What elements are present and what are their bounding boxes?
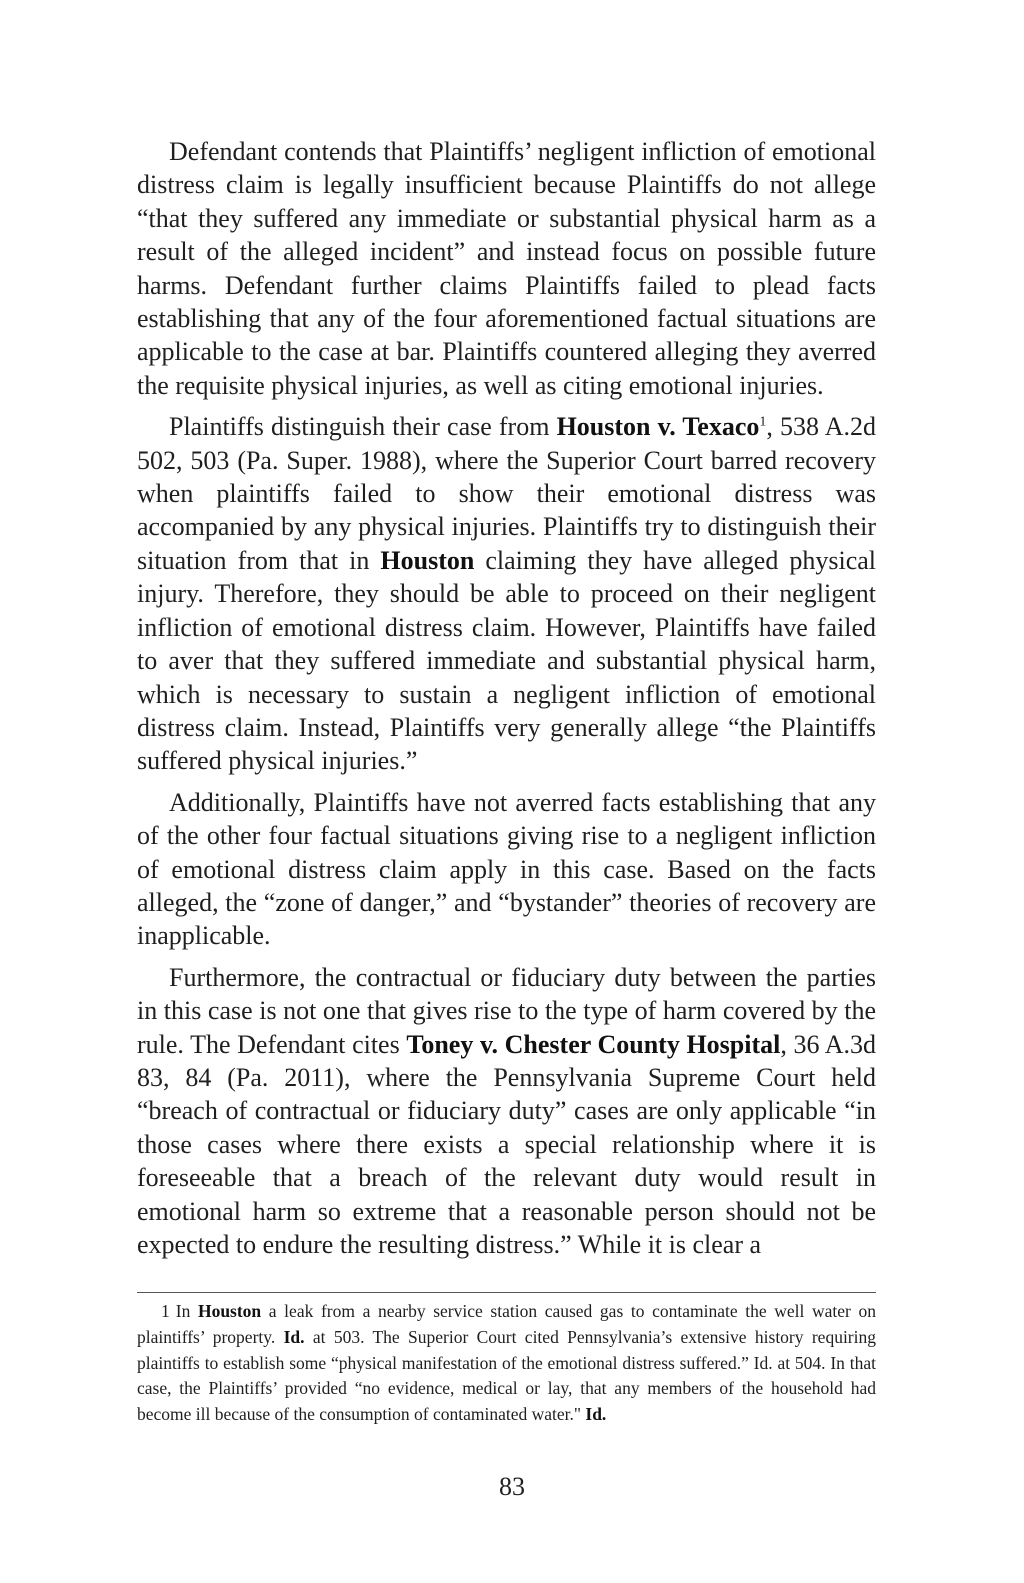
footnote-text-b: a leak from a nearby service station caused gas to contaminate the well water on plaintiffs’ property. — [137, 1301, 876, 1347]
footnote-id-2: Id. — [585, 1404, 607, 1425]
case-citation-houston: Houston — [380, 545, 475, 575]
page-body — [137, 135, 876, 1261]
footnote-reference-1[interactable]: 1 — [759, 414, 767, 430]
paragraph-2-text-c: claiming they have alleged physical injury. Therefore, they should be able to proceed on their negligent infliction of emotional distress claim. However, Plaintiffs have failed to aver that they suffered immediate and substantial physical harm, which is necessary to sustain a negligent infliction of emotional distress claim. Instead, Plaintiffs very generally allege “the Plaintiffs suffered physical injuries.” — [137, 545, 877, 776]
paragraph-4-text-a: Furthermore, the contractual or fiduciary duty between the parties in this case is not one that gives rise to the type of harm covered by the rule. The Defendant cites — [137, 962, 876, 1059]
footnote-text-a: In — [175, 1301, 198, 1321]
case-citation-toney: Toney v. Chester County Hospital — [406, 1029, 781, 1059]
paragraph-2 — [137, 410, 876, 777]
footnote-1 — [137, 1299, 876, 1428]
paragraph-3-text: Additionally, Plaintiffs have not averred facts establishing that any of the other four factual situations giving rise to a negligent infliction of emotional distress claim apply in this case. Based on the facts alleged, the “zone of danger,” and “bystander” theories of recovery are inapplicable. — [137, 787, 876, 951]
footnote-case-houston: Houston — [197, 1301, 262, 1321]
page-number: 83 — [499, 1472, 525, 1501]
case-citation-houston-texaco: Houston v. Texaco — [556, 412, 760, 442]
paragraph-4 — [137, 961, 876, 1262]
paragraph-4-text-b: , 36 A.3d 83, 84 (Pa. 2011), where the Pennsylvania Supreme Court held “breach of contractual or fiduciary duty” cases are only applicable “in those cases where there exists a special relationship where it is foreseeable that a breach of the relevant duty would result in emotional harm so extreme that a reasonable person should not be expected to endure the resulting distress.” While it is clear a — [137, 1029, 876, 1259]
footnote-id-1: Id. — [283, 1326, 305, 1347]
paragraph-2-text-a: Plaintiffs distinguish their case from — [169, 412, 557, 442]
footnote-number: 1 — [161, 1301, 170, 1321]
paragraph-1 — [137, 135, 876, 402]
paragraph-1-text: Defendant contends that Plaintiffs’ negligent infliction of emotional distress claim is legally insufficient because Plaintiffs do not allege “that they suffered any immediate or substantial physical harm as a result of the alleged incident” and instead focus on possible future harms. Defendant further claims Plaintiffs failed to plead facts establishing that any of the four aforementioned factual situations are applicable to the case at bar. Plaintiffs countered alleging they averred the requisite physical injuries, as well as citing emotional injuries. — [137, 137, 876, 400]
footnote-text-c: at 503. The Superior Court cited Pennsylvania’s extensive history requiring plaintiffs to establish some “physical manifestation of the emotional distress suffered.” Id. at 504. In that case, the Plaintiffs’ provided “no evidence, medical or lay, that any members of the household had become ill because of the consumption of contaminated water." — [137, 1326, 876, 1425]
paragraph-3 — [137, 786, 876, 953]
paragraph-2-text-b: , 538 A.2d 502, 503 (Pa. Super. 1988), where the Superior Court barred recovery when plaintiffs failed to show their emotional distress was accompanied by any physical injuries. Plaintiffs try to distinguish their situation from that in — [137, 412, 876, 575]
footnote-section — [137, 1292, 876, 1428]
